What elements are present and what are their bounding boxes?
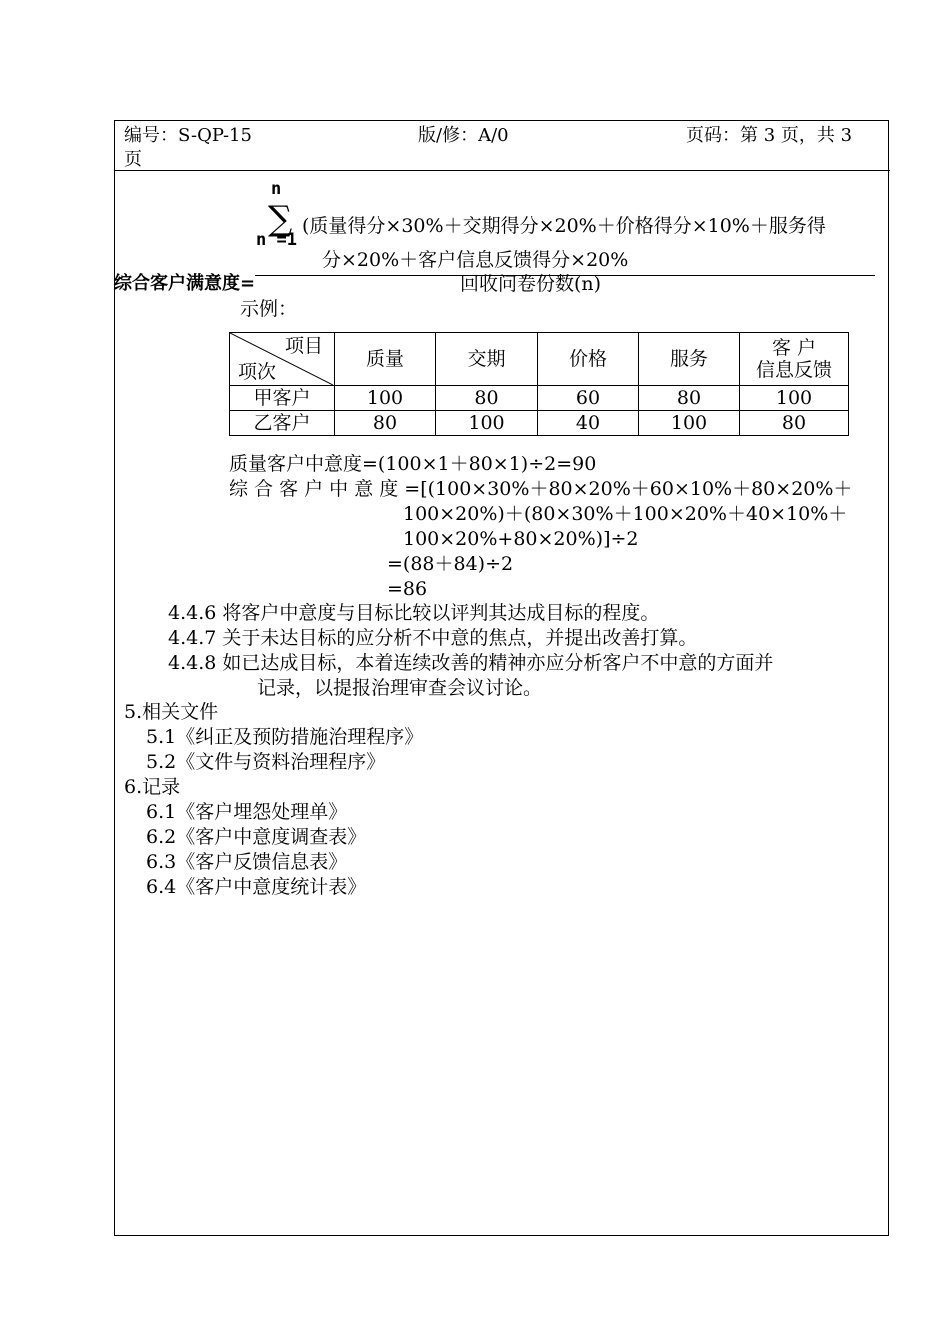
col-header-price: 价格 xyxy=(538,333,639,386)
formula-label: 综合客户满意度= xyxy=(114,273,256,294)
list-item: 6.3《客户反馈信息表》 xyxy=(146,851,348,873)
calc-line: 100×20%)＋(80×30%＋100×20%＋40×10%＋ xyxy=(403,503,848,525)
calc-line: 综 合 客 户 中 意 度 =[(100×30%＋80×20%＋60×10%＋80×20%＋ xyxy=(229,478,853,500)
table-corner-cell xyxy=(230,333,335,386)
example-label: 示例： xyxy=(240,298,298,320)
page-number-wrap: 页 xyxy=(124,149,142,170)
list-item: 6.4《客户中意度统计表》 xyxy=(146,876,367,898)
col-header-service: 服务 xyxy=(639,333,740,386)
corner-header-item: 项目 xyxy=(284,335,323,357)
list-item: 6.2《客户中意度调查表》 xyxy=(146,826,367,848)
cell-value: 80 xyxy=(335,411,436,436)
corner-header-row: 项次 xyxy=(238,361,277,383)
cell-value: 100 xyxy=(436,411,538,436)
col-header-feedback-line1: 客 户 xyxy=(771,337,817,359)
calc-line: =86 xyxy=(387,578,428,600)
col-header-quality: 质量 xyxy=(335,333,436,386)
clause-4-4-7: 4.4.7 关于未达目标的应分析不中意的焦点，并提出改善打算。 xyxy=(168,627,698,649)
cell-value: 80 xyxy=(436,386,538,411)
example-table xyxy=(229,332,849,436)
header-divider xyxy=(114,170,890,171)
cell-value: 80 xyxy=(639,386,740,411)
sum-lower-limit: n =1 xyxy=(256,230,297,250)
clause-4-4-8-cont: 记录，以提报治理审查会议讨论。 xyxy=(257,677,543,699)
col-header-feedback xyxy=(740,333,849,386)
version: 版/修：A/0 xyxy=(418,125,509,146)
list-item: 6.1《客户埋怨处理单》 xyxy=(146,801,348,823)
formula-numerator-line1: (质量得分×30%＋交期得分×20%＋价格得分×10%＋服务得 xyxy=(302,215,826,237)
col-header-feedback-line2: 信息反馈 xyxy=(755,359,832,381)
formula-numerator-line2: 分×20%＋客户信息反馈得分×20% xyxy=(322,249,629,271)
col-header-delivery: 交期 xyxy=(436,333,538,386)
calc-line: 100×20%+80×20%)]÷2 xyxy=(403,528,639,550)
cell-value: 100 xyxy=(639,411,740,436)
list-item: 5.2《文件与资料治理程序》 xyxy=(146,751,386,773)
cell-value: 100 xyxy=(335,386,436,411)
sum-upper-limit: n xyxy=(271,179,282,199)
cell-value: 80 xyxy=(740,411,849,436)
list-item: 5.1《纠正及预防措施治理程序》 xyxy=(146,726,424,748)
page-number: 页码：第 3 页，共 3 xyxy=(686,125,853,146)
table-row xyxy=(230,411,849,436)
summation-icon: ∑ xyxy=(268,199,293,239)
row-name: 乙客户 xyxy=(230,411,335,436)
clause-4-4-6: 4.4.6 将客户中意度与目标比较以评判其达成目标的程度。 xyxy=(168,602,660,624)
cell-value: 60 xyxy=(538,386,639,411)
doc-number: 编号：S-QP-15 xyxy=(124,125,252,146)
calc-line: 质量客户中意度=(100×1＋80×1)÷2=90 xyxy=(229,453,597,475)
section-6-title: 6.记录 xyxy=(124,776,181,798)
calc-line: =(88＋84)÷2 xyxy=(387,553,514,575)
table-row xyxy=(230,386,849,411)
cell-value: 100 xyxy=(740,386,849,411)
row-name: 甲客户 xyxy=(230,386,335,411)
formula-denominator: 回收问卷份数(n) xyxy=(460,273,602,295)
section-5-title: 5.相关文件 xyxy=(124,701,219,723)
cell-value: 40 xyxy=(538,411,639,436)
clause-4-4-8: 4.4.8 如已达成目标，本着连续改善的精神亦应分析客户不中意的方面并 xyxy=(168,652,774,674)
